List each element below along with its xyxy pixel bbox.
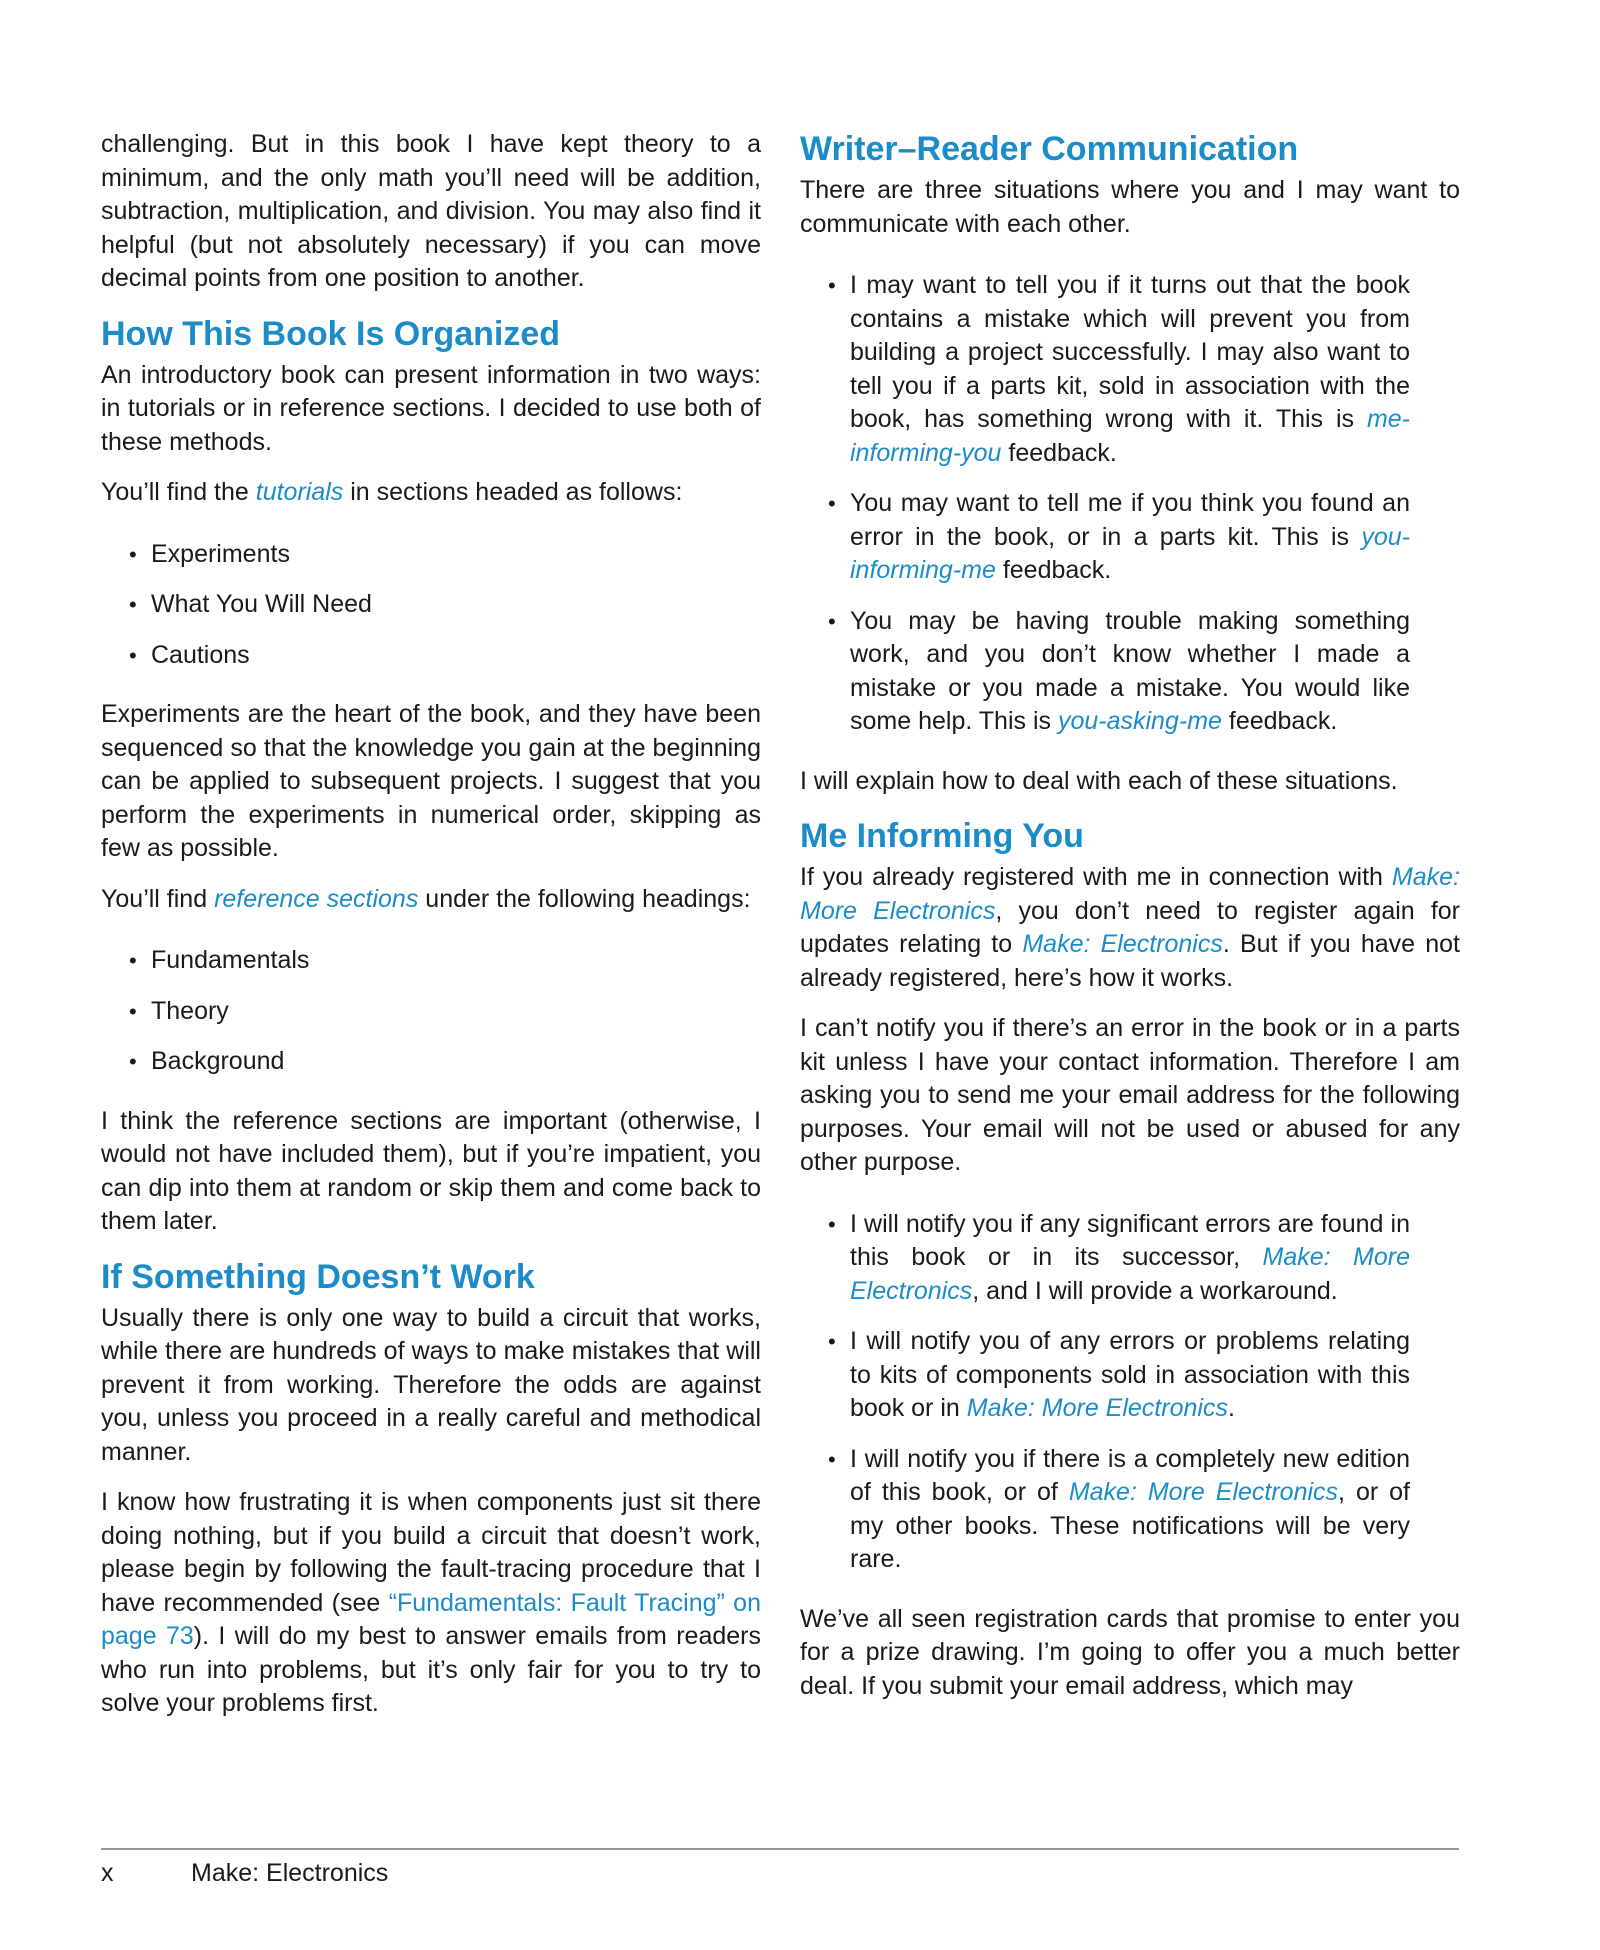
heading-how-organized: How This Book Is Organized [101, 314, 561, 353]
notifications-list [800, 1208, 1460, 1577]
bullet-icon: • [129, 998, 137, 1024]
reference-sections-term: reference sections [214, 884, 419, 913]
experiments-paragraph: Experiments are the heart of the book, and they have been sequenced so that the knowledge you gain at the beginning can be applied to subsequent projects. I suggest that you perform the experiments in numerical order, skipping as few as possible. [101, 700, 761, 862]
fault-tracing-link[interactable]: “Fundamentals: Fault Tracing” on page 73 [101, 1588, 761, 1650]
organized-paragraph: An introductory book can present information in two ways: in tutorials or in reference sections. I decided to use both of these methods. [101, 360, 761, 456]
book-title-ref: Make: More Electronics [1068, 1478, 1339, 1506]
tutorials-term: tutorials [255, 478, 344, 506]
bullet-icon: • [129, 541, 137, 567]
bullet-icon: • [828, 491, 836, 516]
reference-paragraph: You’ll find reference sections under the following headings: [101, 884, 751, 913]
list-item: • You may be having trouble making something work, and you don’t know whether I made a mistake or you made a mistake. You would like some help. This is you-asking-me feedback. [828, 606, 1410, 735]
heading-doesnt-work: If Something Doesn’t Work [101, 1257, 535, 1296]
registration-paragraph: If you already registered with me in connection with Make: More Electronics, you don’t need to register again for updates relating to Make: Electronics. But if you have not already registered, here’s how it works. [800, 863, 1460, 992]
you-asking-me-term: you-asking-me [1057, 707, 1222, 735]
reference-importance-paragraph: I think the reference sections are important (otherwise, I would not have included them), but if you’re impatient, you can dip into them at random or skip them and come back to them later. [101, 1106, 761, 1235]
list-item: • I will notify you if there is a completely new edition of this book, or of Make: More Electronics, or of my other books. These notifications will be very rare. [828, 1444, 1410, 1573]
running-book-title: Make: Electronics [191, 1859, 389, 1887]
list-item: • You may want to tell me if you think you found an error in the book, or in a parts kit. This is you-informing-me feedback. [828, 489, 1410, 584]
bullet-icon: • [129, 642, 137, 668]
list-item: • Background [101, 1045, 761, 1079]
list-item: • Theory [101, 995, 761, 1029]
bullet-icon: • [828, 1211, 836, 1237]
list-item: • I may want to tell you if it turns out that the book contains a mistake which will prevent you from building a project successfully. I may also want to tell you if a parts kit, sold in association with the book, has something wrong with it. This is me-informing-you feedback. [828, 271, 1410, 467]
list-item: • I will notify you of any errors or problems relating to kits of components sold in association with this book or in Make: More Electronics. [828, 1327, 1410, 1422]
page-number: x [101, 1859, 114, 1887]
reference-sections-list [101, 944, 761, 1079]
bullet-icon: • [129, 592, 137, 617]
bullet-icon: • [129, 1049, 137, 1074]
me-informing-you-term: me-informing-you [850, 405, 1410, 467]
heading-writer-reader: Writer–Reader Communication [800, 130, 1299, 168]
tutorials-paragraph: You’ll find the tutorials in sections headed as follows: [101, 478, 683, 506]
list-item: • Fundamentals [101, 944, 761, 978]
footer-divider [101, 1848, 1459, 1850]
odds-paragraph: Usually there is only one way to build a circuit that works, while there are hundreds of ways to make mistakes that will prevent it from working. Therefore the odds are against you, unless you proceed in a really careful and methodical manner. [101, 1303, 761, 1466]
tutorial-sections-list [101, 538, 761, 673]
you-informing-me-term: you-informing-me [850, 522, 1410, 584]
feedback-types-list [800, 269, 1460, 739]
registration-cards-paragraph: We’ve all seen registration cards that promise to enter you for a prize drawing. I’m going to offer you a much better deal. If you submit your email address, which may [800, 1604, 1460, 1700]
bullet-icon: • [828, 1329, 836, 1354]
list-item: • I will notify you if any significant errors are found in this book or in its successor, Make: More Electronics, and I will provide a workaround. [828, 1209, 1410, 1305]
list-item: • What You Will Need [101, 588, 761, 622]
list-item: • Experiments [101, 538, 761, 572]
bullet-icon: • [828, 273, 836, 298]
right-column [800, 128, 1460, 1720]
book-title-ref: Make: More Electronics [966, 1394, 1228, 1422]
situations-paragraph: There are three situations where you and I may want to communicate with each other. [800, 176, 1460, 238]
bullet-icon: • [828, 1446, 836, 1472]
bullet-icon: • [828, 608, 836, 634]
heading-me-informing-you: Me Informing You [800, 817, 1084, 855]
intro-paragraph: challenging. But in this book I have kept theory to a minimum, and the only math you’ll need will be addition, subtraction, multiplication, and division. You may also find it helpful (but not absolutely necessary) if you can move decimal points from one position to another. [101, 130, 761, 292]
left-column [101, 128, 761, 1738]
list-item: • Cautions [101, 639, 761, 673]
book-title-ref: Make: More Electronics [800, 863, 1460, 925]
contact-info-paragraph: I can’t notify you if there’s an error in the book or in a parts kit unless I have your contact information. Therefore I am asking you to send me your email address for the following purposes. Your email will not be used or abused for any other purpose. [800, 1014, 1460, 1176]
book-title-ref: Make: Electronics [1022, 930, 1223, 958]
fault-tracing-paragraph: I know how frustrating it is when components just sit there doing nothing, but if you build a circuit that doesn’t work, please begin by following the fault-tracing procedure that I have recommended (see “Fundamentals: Fault Tracing” on page 73). I will do my best to answer emails from readers who run into problems, but it’s only fair for you to try to solve your problems first. [101, 1488, 761, 1717]
bullet-icon: • [129, 948, 137, 973]
book-title-ref: Make: More Electronics [850, 1243, 1410, 1305]
explain-paragraph: I will explain how to deal with each of these situations. [800, 766, 1398, 795]
